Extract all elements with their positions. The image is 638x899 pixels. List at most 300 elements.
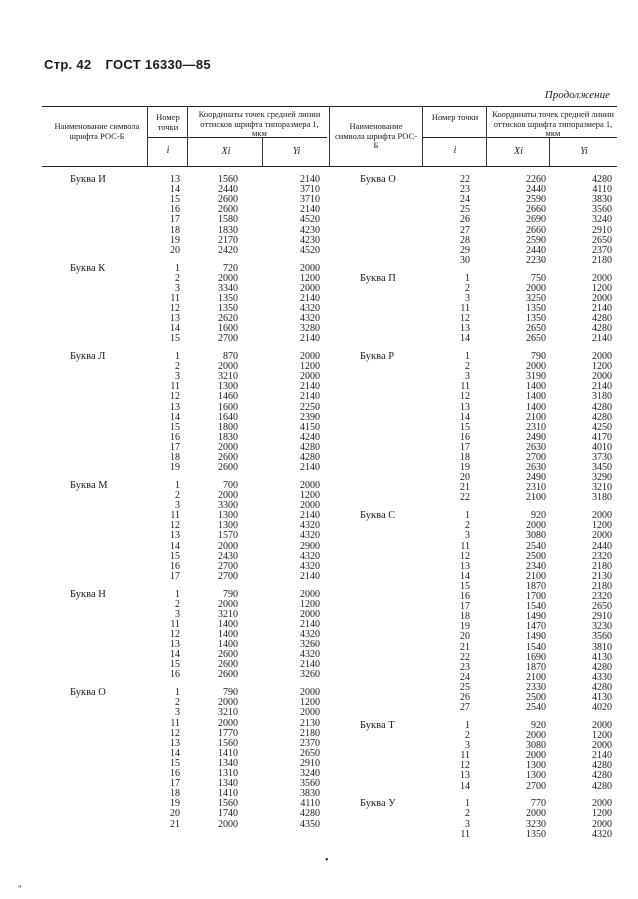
y-value: 4280 [592,401,612,413]
y-value: 4230 [300,224,320,236]
y-value: 2250 [300,401,320,413]
header-vline [147,106,148,166]
point-number: 11 [170,618,180,630]
y-value: 2140 [300,659,320,671]
point-number: 13 [170,639,180,651]
header-coords-right: Координаты точек средней линии оттисков шрифта типоразмера 1, мкм [492,109,614,138]
x-value: 1830 [218,431,238,443]
y-value: 2000 [592,719,612,731]
x-value: 2000 [218,361,238,373]
y-value: 3240 [300,768,320,779]
header-vline [262,137,263,166]
x-value: 1700 [526,591,546,602]
x-value: 2700 [218,333,238,345]
x-value: 1350 [526,313,546,324]
y-value: 4280 [592,313,612,324]
y-value: 4320 [300,302,320,314]
y-value: 4130 [592,692,612,703]
y-value: 4520 [300,244,320,256]
x-value: 1300 [526,760,546,772]
y-value: 2180 [592,580,612,592]
point-number: 16 [170,669,180,681]
y-value: 2000 [592,292,612,304]
x-value: 1350 [526,828,546,840]
point-number: 15 [170,659,180,671]
point-number: 1 [175,479,180,491]
y-value: 4280 [592,411,612,423]
point-number: 1 [175,588,180,600]
header-vline [187,106,188,166]
y-value: 2910 [592,224,612,236]
x-value: 1540 [526,601,546,613]
header-vline [549,137,550,166]
x-value: 920 [531,719,546,731]
point-number: 11 [460,750,470,762]
point-number: 20 [170,808,180,820]
y-value: 3260 [300,639,320,651]
x-value: 2660 [526,224,546,236]
point-number: 12 [170,520,180,532]
point-number: 15 [460,421,470,433]
point-number: 16 [170,560,180,572]
point-number: 18 [460,611,470,623]
point-number: 13 [170,401,180,413]
y-value: 1200 [300,697,320,709]
x-value: 1300 [218,510,238,522]
point-number: 12 [460,391,470,403]
point-number: 13 [170,737,180,749]
group-name: Буква К [70,262,106,274]
y-value: 1200 [592,808,612,820]
x-value: 2000 [218,490,238,501]
x-value: 1400 [526,391,546,403]
x-value: 2000 [218,598,238,610]
y-value: 2140 [300,462,320,474]
point-number: 28 [460,234,470,246]
group-name: Буква У [360,798,396,810]
x-value: 700 [223,479,238,491]
point-number: 22 [460,492,470,504]
y-value: 4280 [592,770,612,782]
x-value: 2500 [526,692,546,703]
x-value: 790 [223,687,238,699]
point-number: 16 [170,431,180,443]
y-value: 2180 [592,560,612,572]
header-bottom-rule [42,166,617,167]
point-number: 24 [460,194,470,206]
x-value: 2650 [526,323,546,335]
point-number: 11 [170,292,180,304]
y-value: 2000 [592,510,612,522]
y-value: 3180 [592,391,612,403]
x-value: 2700 [218,570,238,582]
x-value: 3210 [218,608,238,620]
x-value: 2000 [218,717,238,729]
y-value: 2000 [300,351,320,362]
point-number: 16 [460,431,470,443]
y-value: 4280 [300,452,320,463]
y-value: 2000 [592,740,612,752]
point-number: 1 [175,351,180,362]
y-value: 4320 [300,629,320,640]
y-value: 2140 [300,391,320,403]
point-number: 14 [460,333,470,345]
header-vline [422,106,423,166]
x-value: 1400 [526,381,546,393]
x-value: 770 [531,798,546,810]
y-value: 3240 [592,214,612,226]
x-value: 2440 [526,244,546,256]
x-value: 2100 [526,671,546,683]
point-number: 1 [175,687,180,699]
point-number: 12 [460,760,470,772]
point-number: 22 [460,651,470,663]
y-value: 4320 [300,560,320,572]
x-value: 2700 [218,560,238,572]
point-number: 16 [170,768,180,779]
group-name: Буква Т [360,719,395,731]
y-value: 2000 [592,798,612,810]
y-value: 4110 [300,798,320,810]
y-value: 2440 [592,540,612,552]
x-value: 3210 [218,707,238,719]
y-value: 1200 [300,272,320,284]
x-value: 2000 [218,272,238,284]
page-label: Стр. 42 [44,57,92,72]
point-number: 3 [465,740,470,752]
point-number: 13 [460,401,470,413]
x-value: 1350 [218,302,238,314]
x-value: 2340 [526,560,546,572]
point-number: 30 [460,254,470,266]
y-value: 4280 [592,174,612,185]
y-value: 4320 [300,550,320,562]
x-value: 1410 [218,788,238,800]
x-value: 3190 [526,371,546,383]
y-value: 2000 [300,262,320,274]
y-value: 4280 [592,323,612,335]
y-value: 2320 [592,550,612,562]
point-number: 15 [170,421,180,433]
y-value: 3730 [592,452,612,463]
point-number: 14 [170,540,180,552]
x-value: 3230 [526,818,546,830]
x-value: 2700 [526,780,546,792]
y-value: 3260 [300,669,320,681]
x-value: 1350 [218,292,238,304]
y-value: 3290 [592,472,612,484]
y-value: 4280 [300,441,320,453]
point-number: 14 [170,411,180,423]
point-number: 13 [170,174,180,185]
point-number: 18 [170,224,180,236]
y-value: 2650 [592,234,612,246]
y-value: 3450 [592,462,612,474]
point-number: 3 [175,282,180,294]
point-number: 20 [170,244,180,256]
x-value: 1400 [218,639,238,651]
y-value: 2000 [300,588,320,600]
y-value: 2140 [592,750,612,762]
y-value: 2180 [592,254,612,266]
header-name-left: Наименование символа шрифта РОС-Б [54,121,140,141]
x-value: 1870 [526,661,546,673]
x-value: 2000 [526,361,546,373]
x-value: 2600 [218,669,238,681]
point-number: 27 [460,702,470,714]
y-value: 4020 [592,702,612,714]
point-number: 21 [460,482,470,494]
x-value: 2620 [218,313,238,324]
point-number: 1 [175,262,180,274]
x-value: 1400 [218,618,238,630]
y-value: 4350 [300,818,320,830]
point-number: 11 [170,717,180,729]
y-value: 2140 [300,381,320,393]
y-value: 2000 [592,371,612,383]
x-value: 3300 [218,500,238,512]
point-number: 3 [175,371,180,383]
y-value: 2140 [592,381,612,393]
x-value: 1870 [526,580,546,592]
point-number: 26 [460,692,470,703]
point-number: 29 [460,244,470,256]
y-value: 2910 [300,757,320,769]
point-number: 13 [460,323,470,335]
point-number: 1 [465,351,470,362]
x-value: 2260 [526,174,546,185]
x-value: 2000 [218,818,238,830]
x-value: 2310 [526,482,546,494]
y-value: 2910 [592,611,612,623]
x-value: 2100 [526,411,546,423]
y-value: 3560 [592,204,612,216]
x-value: 1580 [218,214,238,226]
header-y-right: Yi [580,146,588,157]
y-value: 4320 [300,649,320,661]
y-value: 4230 [300,234,320,246]
x-value: 1600 [218,323,238,335]
y-value: 4320 [300,530,320,542]
header-y-left: Yi [292,146,301,157]
header-name-right: Наименование символа шрифта РОС-Б [334,121,418,150]
point-number: 15 [170,194,180,206]
y-value: 3560 [300,778,320,790]
point-number: 2 [465,520,470,532]
point-number: 17 [170,778,180,790]
point-number: 3 [175,500,180,512]
x-value: 2000 [526,730,546,741]
header-x-left: Xi [221,146,231,157]
point-number: 1 [465,510,470,522]
y-value: 2130 [592,570,612,582]
y-value: 3710 [300,194,320,206]
y-value: 4170 [592,431,612,443]
point-number: 12 [170,391,180,403]
y-value: 2140 [592,302,612,314]
point-number: 23 [460,184,470,196]
point-number: 18 [170,788,180,800]
x-value: 2100 [526,570,546,582]
x-value: 2000 [526,808,546,820]
point-number: 12 [460,313,470,324]
point-number: 3 [465,371,470,383]
y-value: 3280 [300,323,320,335]
point-number: 11 [460,540,470,552]
point-number: 12 [170,629,180,640]
x-value: 2500 [526,550,546,562]
point-number: 25 [460,204,470,216]
page-mark: • [325,855,329,866]
y-value: 3830 [592,194,612,206]
point-number: 11 [460,828,470,840]
y-value: 1200 [592,361,612,373]
x-value: 1460 [218,391,238,403]
point-number: 26 [460,214,470,226]
y-value: 2900 [300,540,320,552]
y-value: 3180 [592,492,612,504]
x-value: 790 [223,588,238,600]
point-number: 11 [460,381,470,393]
x-value: 1490 [526,631,546,643]
y-value: 2650 [592,601,612,613]
x-value: 1770 [218,727,238,739]
y-value: 2390 [300,411,320,423]
x-value: 2540 [526,540,546,552]
point-number: 3 [175,608,180,620]
x-value: 2600 [218,649,238,661]
y-value: 3230 [592,621,612,633]
x-value: 2630 [526,462,546,474]
group-name: Буква Н [70,588,106,600]
x-value: 2600 [218,659,238,671]
x-value: 2690 [526,214,546,226]
x-value: 2600 [218,452,238,463]
x-value: 1300 [526,770,546,782]
y-value: 2000 [300,500,320,512]
x-value: 1340 [218,778,238,790]
x-value: 1310 [218,768,238,779]
y-value: 4280 [300,808,320,820]
y-value: 4280 [592,780,612,792]
group-name: Буква М [70,479,108,491]
point-number: 1 [465,798,470,810]
y-value: 2140 [300,570,320,582]
y-value: 2000 [300,479,320,491]
point-number: 11 [460,302,470,314]
y-value: 1200 [300,598,320,610]
x-value: 790 [531,351,546,362]
y-value: 2650 [300,747,320,759]
x-value: 1690 [526,651,546,663]
point-number: 17 [170,441,180,453]
point-number: 2 [465,730,470,741]
x-value: 1740 [218,808,238,820]
point-number: 15 [170,550,180,562]
header-point-left: Номер точки [156,112,180,132]
y-value: 2140 [300,618,320,630]
point-number: 18 [460,452,470,463]
x-value: 2540 [526,702,546,714]
x-value: 870 [223,351,238,362]
x-value: 1570 [218,530,238,542]
y-value: 2000 [300,282,320,294]
x-value: 2100 [526,492,546,504]
point-number: 14 [460,780,470,792]
point-number: 13 [170,530,180,542]
point-number: 21 [170,818,180,830]
point-number: 19 [170,234,180,246]
group-name: Буква О [70,687,106,699]
point-number: 20 [460,631,470,643]
point-number: 3 [175,707,180,719]
x-value: 920 [531,510,546,522]
x-value: 2600 [218,204,238,216]
x-value: 1560 [218,798,238,810]
y-value: 2140 [300,333,320,345]
point-number: 3 [465,530,470,542]
y-value: 2130 [300,717,320,729]
point-number: 17 [170,214,180,226]
group-name: Буква Р [360,351,395,362]
point-number: 15 [170,333,180,345]
point-number: 1 [465,272,470,284]
x-value: 2000 [526,520,546,532]
y-value: 3210 [592,482,612,494]
x-value: 2600 [218,462,238,474]
point-number: 14 [170,184,180,196]
group-name: Буква С [360,510,396,522]
group-name: Буква Л [70,351,106,362]
point-number: 25 [460,681,470,693]
page-header [44,57,211,72]
x-value: 2430 [218,550,238,562]
point-number: 2 [175,598,180,610]
point-number: 19 [460,621,470,633]
x-value: 1830 [218,224,238,236]
y-value: 2180 [300,727,320,739]
y-value: 2370 [592,244,612,256]
x-value: 2000 [526,750,546,762]
y-value: 2000 [300,687,320,699]
y-value: 2000 [300,608,320,620]
x-value: 3250 [526,292,546,304]
x-value: 2000 [218,441,238,453]
x-value: 2000 [218,697,238,709]
x-value: 2630 [526,441,546,453]
x-value: 2590 [526,194,546,206]
y-value: 4240 [300,431,320,443]
y-value: 4110 [592,184,612,196]
x-value: 2420 [218,244,238,256]
point-number: 14 [460,411,470,423]
x-value: 3080 [526,740,546,752]
y-value: 4130 [592,651,612,663]
x-value: 1350 [526,302,546,314]
x-value: 2000 [526,282,546,294]
point-number: 12 [460,550,470,562]
point-number: 15 [460,580,470,592]
point-number: 27 [460,224,470,236]
y-value: 2140 [300,510,320,522]
x-value: 1640 [218,411,238,423]
x-value: 1490 [526,611,546,623]
point-number: 11 [170,381,180,393]
x-value: 1400 [526,401,546,413]
point-number: 12 [170,302,180,314]
x-value: 3340 [218,282,238,294]
y-value: 3710 [300,184,320,196]
